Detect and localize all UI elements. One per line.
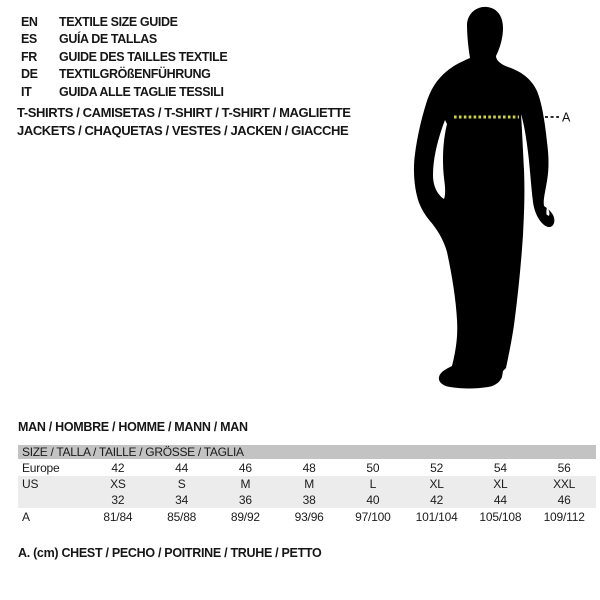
row-label: US bbox=[22, 477, 39, 491]
language-title: TEXTILE SIZE GUIDE bbox=[59, 14, 178, 29]
category-tshirts: T-SHIRTS / CAMISETAS / T-SHIRT / T-SHIRT / MAGLIETTE bbox=[17, 105, 351, 120]
garment-categories bbox=[17, 105, 351, 141]
language-title: GUIDE DES TAILLES TEXTILE bbox=[59, 49, 228, 64]
measure-label-a: A bbox=[562, 110, 571, 125]
table-row-europe bbox=[18, 460, 596, 476]
measurement-footnote: A. (cm) CHEST / PECHO / POITRINE / TRUHE / PETTO bbox=[18, 546, 322, 560]
language-row-de bbox=[21, 66, 227, 84]
size-cell: 50 bbox=[366, 461, 380, 475]
size-cell: XL bbox=[429, 477, 444, 491]
size-cell: 44 bbox=[175, 461, 189, 475]
size-cell: 42 bbox=[430, 493, 444, 507]
size-cell: 81/84 bbox=[103, 509, 133, 524]
language-code: ES bbox=[21, 32, 37, 47]
man-silhouette bbox=[414, 7, 554, 389]
language-code: EN bbox=[21, 14, 38, 29]
size-cell: 101/104 bbox=[415, 509, 458, 524]
size-cell: 85/88 bbox=[167, 509, 197, 524]
size-cell: 52 bbox=[430, 461, 444, 475]
language-row-fr bbox=[21, 48, 227, 66]
language-row-en bbox=[21, 13, 227, 31]
size-table-header: SIZE / TALLA / TAILLE / GRÖSSE / TAGLIA bbox=[18, 445, 596, 459]
size-cell: 40 bbox=[366, 493, 380, 507]
size-cell: 56 bbox=[557, 461, 571, 475]
row-label: A bbox=[22, 509, 30, 524]
size-cell: XXL bbox=[553, 477, 576, 491]
size-cell: 38 bbox=[302, 493, 316, 507]
size-cell: 32 bbox=[111, 493, 125, 507]
language-row-es bbox=[21, 31, 227, 49]
size-cell: 46 bbox=[557, 493, 571, 507]
language-legend bbox=[21, 13, 227, 101]
language-code: FR bbox=[21, 49, 37, 64]
size-cell: 54 bbox=[493, 461, 507, 475]
hand-crease-notch bbox=[546, 207, 549, 216]
language-title: GUIDA ALLE TAGLIE TESSILI bbox=[59, 84, 224, 99]
language-code: IT bbox=[21, 84, 32, 99]
section-title-man: MAN / HOMBRE / HOMME / MANN / MAN bbox=[18, 420, 248, 434]
language-code: DE bbox=[21, 67, 38, 82]
language-row-it bbox=[21, 83, 227, 101]
size-cell: 36 bbox=[238, 493, 252, 507]
language-title: TEXTILGRÖßENFÜHRUNG bbox=[59, 67, 211, 82]
size-cell: M bbox=[240, 477, 251, 491]
size-cell: S bbox=[177, 477, 186, 491]
table-row-chest-a bbox=[18, 508, 596, 525]
size-cell: 42 bbox=[111, 461, 125, 475]
language-title: GUÍA DE TALLAS bbox=[59, 32, 157, 47]
size-cell: 44 bbox=[493, 493, 507, 507]
size-cell: 89/92 bbox=[230, 509, 260, 524]
size-cell: XL bbox=[493, 477, 508, 491]
table-row-us-letters bbox=[18, 476, 596, 492]
man-silhouette-svg bbox=[400, 0, 600, 400]
size-cell: L bbox=[369, 477, 377, 491]
size-table bbox=[18, 445, 596, 525]
size-cell: 46 bbox=[238, 461, 252, 475]
man-silhouette-figure bbox=[400, 0, 600, 400]
size-cell: M bbox=[304, 477, 315, 491]
size-cell: 105/108 bbox=[479, 509, 522, 524]
size-cell: XS bbox=[110, 477, 126, 491]
category-jackets: JACKETS / CHAQUETAS / VESTES / JACKEN / GIACCHE bbox=[17, 123, 349, 138]
size-cell: 109/112 bbox=[543, 509, 585, 524]
table-row-us-block bbox=[18, 476, 596, 508]
size-cell: 34 bbox=[175, 493, 189, 507]
table-row-us-numbers bbox=[18, 492, 596, 508]
size-cell: 97/100 bbox=[355, 509, 391, 524]
size-cell: 93/96 bbox=[294, 509, 324, 524]
row-label: Europe bbox=[22, 461, 60, 475]
size-cell: 48 bbox=[302, 461, 316, 475]
